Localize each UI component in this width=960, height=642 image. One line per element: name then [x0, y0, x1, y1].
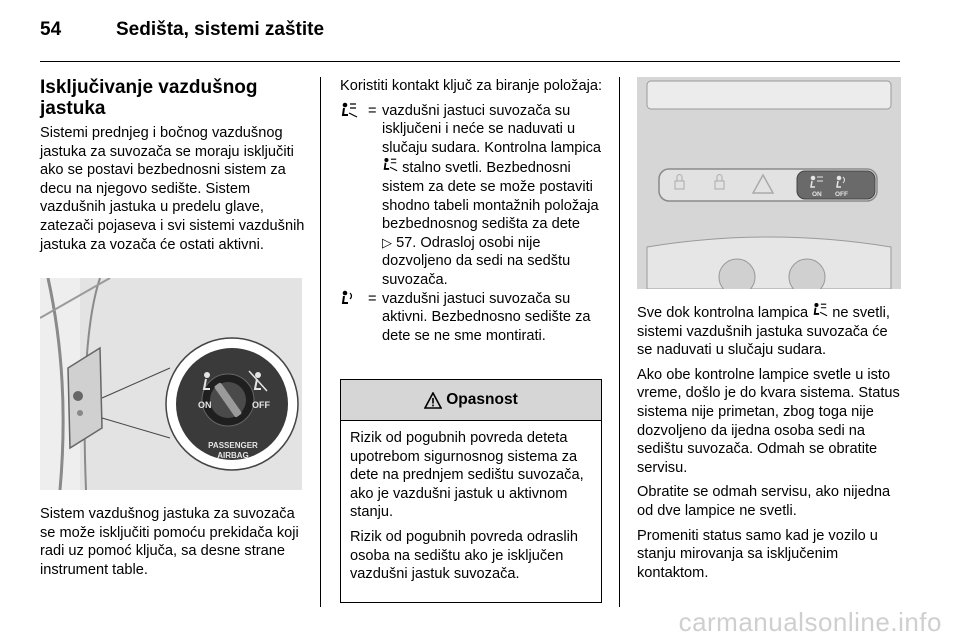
page-number: 54: [40, 19, 62, 40]
header-rule: [40, 61, 900, 62]
airbag-indicator-panel-figure: [637, 77, 901, 289]
page-reference-arrow-icon: ▷: [382, 234, 392, 250]
airbag-off-inline-icon: [812, 302, 828, 317]
def1-text-b: stalno svetli. Bezbednosni sistem za dete se može postaviti shodno tabeli montažnih položaja bezbednosnog sedišta za dete: [382, 160, 599, 233]
switch-off-label: OFF: [252, 400, 270, 410]
warning-title: Opasnost: [446, 391, 518, 408]
switch-intro: Koristiti kontakt ključ za biranje položaja:: [340, 78, 603, 94]
page-header-title: Sedišta, sistemi zaštite: [116, 19, 325, 40]
watermark: carmanualsonline.info: [678, 607, 942, 637]
col3-paragraph-1: Sve dok kontrolna lampica ne svetli, sistemi vazdušnih jastuka suvozača će se naduvati u slučaju sudara.: [637, 302, 902, 360]
page-reference-number[interactable]: 57: [396, 234, 413, 251]
warning-triangle-icon: [424, 392, 442, 409]
definition-airbag-on: = vazdušni jastuci suvozača su aktivni. Bezbednosno sedište za dete se ne sme montirati.: [340, 290, 603, 346]
col3-paragraph-3: Obratite se odmah servisu, ako nijedna od dve lampice ne svetli.: [637, 484, 891, 519]
airbag-key-switch-figure: [40, 278, 302, 490]
switch-label-airbag: AIRBAG: [217, 451, 249, 460]
indicator-on-label: ON: [812, 191, 822, 198]
airbag-on-symbol-icon: [340, 290, 368, 346]
indicator-off-label: OFF: [835, 191, 848, 198]
warning-box: [340, 379, 602, 603]
switch-on-label: ON: [198, 400, 212, 410]
column-divider-2: [619, 77, 620, 607]
airbag-off-symbol-icon: [340, 102, 368, 290]
def1-text-a: vazdušni jastuci suvozača su isključeni i neće se naduvati u slučaju sudara. Kontrolna lampica: [382, 102, 602, 156]
figure-caption: Sistem vazdušnog jastuka za suvozača se može isključiti pomoću prekidača koji radi uz pomoć ključa, sa desne strane instrument table.: [40, 506, 299, 578]
switch-label-passenger: PASSENGER: [208, 441, 258, 450]
section-heading: Isključivanje vazdušnog jastuka: [40, 77, 258, 119]
warning-paragraph-2: Rizik od pogubnih povreda odraslih osoba na sedištu ako je isključen vazdušni jastuk suvozača.: [350, 528, 578, 583]
column-divider-1: [320, 77, 321, 607]
warning-paragraph-1: Rizik od pogubnih povreda deteta upotrebom sigurnosnog sistema za dete na prednjem sedištu suvozača, ako je vazdušni jastuk u aktivnom stanju.: [350, 430, 584, 521]
col3-paragraph-2: Ako obe kontrolne lampice svetle u isto vreme, došlo je do kvara sistema. Status sistema nije primetan, zbog toga nije dozvoljeno da ijedna osoba sedi na sedištu suvozača. Odmah se obratite servisu.: [637, 366, 900, 476]
airbag-off-inline-icon: [382, 157, 398, 172]
column-1: [40, 77, 305, 254]
def2-text: vazdušni jastuci suvozača su aktivni. Bezbednosno sedište za dete se ne sme montirati.: [382, 290, 591, 344]
column-3-text: [637, 302, 902, 582]
definition-airbag-off: = vazdušni jastuci suvozača su isključeni i neće se naduvati u slučaju sudara. Kontrolna lampica stalno svetli. Bezbednosni sistem za dete se može postaviti shodno tabeli montažnih položaja bezbednosnog sedišta za dete ▷ 57. Odrasloj osobi nije dozvoljeno da sedi na sedštu suvozača.: [340, 102, 603, 290]
col3-paragraph-4: Promeniti status samo kad je vozilo u stanju mirovanja sa isključenim kontaktom.: [637, 527, 878, 581]
intro-paragraph: Sistemi prednjeg i bočnog vazdušnog jastuka za suvozača se moraju isključiti ako se postavi bezbednosni sistem za decu na njegovo sedište. Sistem vazdušnih jastuka u predelu glave, zatezači pojaseva i svi sistemi vazdušnih jastuka za vozača će ostati aktivni.: [40, 125, 305, 253]
warning-header: [341, 380, 601, 421]
column-2: [340, 77, 603, 345]
def1-text-c: . Odrasloj osobi nije dozvoljeno da sedi na sedštu suvozača.: [382, 234, 571, 288]
